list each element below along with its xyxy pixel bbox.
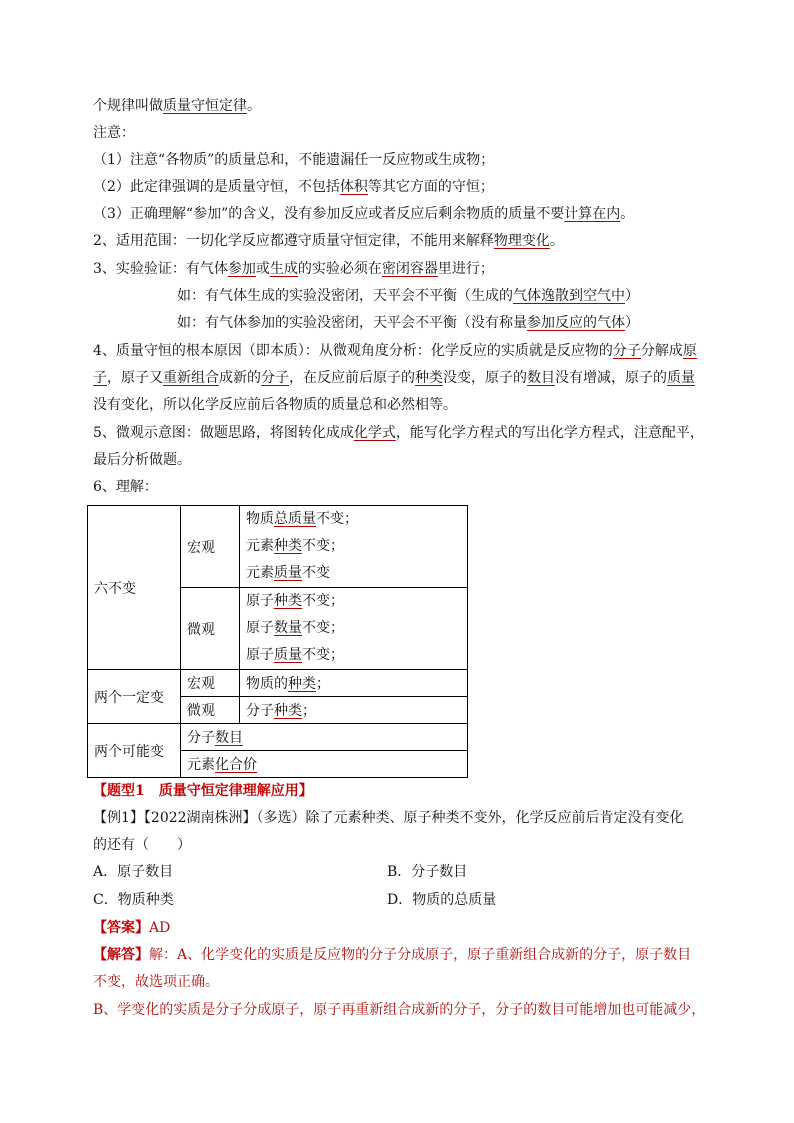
choice-a: A．原子数目 [93, 864, 174, 880]
scope-line: 2、适用范围：一切化学反应都遵守质量守恒定律，不能用来解释物理变化。 [93, 233, 564, 249]
micro-line-1: 5、微观示意图：做题思路，将图转化成成化学式，能写化学方程式的写出化学方程式，注意配平， [93, 425, 704, 441]
conservation-table [87, 505, 468, 778]
micro-line-2: 最后分析做题。 [93, 452, 191, 468]
reason-line-1: 4、质量守恒的根本原因（即本质）：从微观角度分析：化学反应的实质就是反应物的分子分解成原 [93, 343, 697, 359]
reason-line-3: 没有变化，所以化学反应前后各物质的质量总和必然相等。 [93, 397, 457, 413]
micro-label: 微观 [181, 588, 240, 670]
intro-line: 个规律叫做质量守恒定律。 [93, 98, 261, 114]
answer-line [93, 918, 170, 938]
understand-title: 6、理解： [93, 479, 158, 495]
analysis-line-1: 【解答】解：A、化学变化的实质是反应物的分子分成原子，原子重新组合成新的分子，原子数目 [93, 947, 692, 963]
two-maybe-change-label: 两个可能变 [88, 724, 181, 778]
sure-macro-item: 物质的种类； [240, 670, 468, 697]
experiment-example-1: 如：有气体生成的实验没密闭，天平会不平衡（生成的气体逸散到空气中） [177, 288, 639, 304]
maybe-item-2: 元素化合价 [181, 751, 468, 778]
key-term: 质量守恒定律 [163, 98, 247, 114]
analysis-line-3: B、学变化的实质是分子分成原子，原子再重新组合成新的分子，分子的数目可能增加也可能减少， [93, 1002, 706, 1018]
sure-micro-item: 分子种类； [240, 697, 468, 724]
two-sure-change-label: 两个一定变 [88, 670, 181, 724]
six-unchanged-label: 六不变 [88, 506, 181, 670]
note-2: （2）此定律强调的是质量守恒，不包括体积等其它方面的守恒； [93, 179, 494, 195]
sure-micro-label: 微观 [181, 697, 240, 724]
experiment-line: 3、实验验证：有气体参加或生成的实验必须在密闭容器里进行； [93, 261, 494, 277]
analysis-line-2: 不变，故选项正确。 [93, 974, 219, 990]
macro-items: 物质总质量不变； 元素种类不变； 元素质量不变 [240, 506, 468, 588]
note-1: （1）注意“各物质”的质量总和，不能遗漏任一反应物或生成物； [93, 152, 495, 168]
answer-value: AD [149, 920, 171, 936]
experiment-example-2: 如：有气体参加的实验没密闭，天平会不平衡（没有称量参加反应的气体） [177, 315, 639, 331]
reason-line-2: 子，原子又重新组合成新的分子，在反应前后原子的种类没变，原子的数目没有增减，原子的质量 [93, 370, 695, 386]
maybe-item-1: 分子数目 [181, 724, 468, 751]
choice-d: D．物质的总质量 [387, 892, 497, 908]
macro-label: 宏观 [181, 506, 240, 588]
answer-tag: 【答案】 [93, 920, 149, 936]
note-3: （3）正确理解“参加”的含义，没有参加反应或者反应后剩余物质的质量不要计算在内。 [93, 206, 635, 222]
choice-b: B．分子数目 [387, 864, 468, 880]
sure-macro-label: 宏观 [181, 670, 240, 697]
example-stem-1: 【例1】【2022湖南株洲】（多选）除了元素种类、原子种类不变外，化学反应前后肯定没有变化 [93, 810, 684, 826]
analysis-tag: 【解答】 [93, 947, 149, 963]
section-title: 【题型1 质量守恒定律理解应用】 [93, 783, 313, 799]
example-stem-2: 的还有（ ） [93, 837, 191, 853]
micro-items: 原子种类不变； 原子数量不变； 原子质量不变； [240, 588, 468, 670]
choice-c: C．物质种类 [93, 892, 174, 908]
note-title: 注意： [93, 125, 135, 141]
